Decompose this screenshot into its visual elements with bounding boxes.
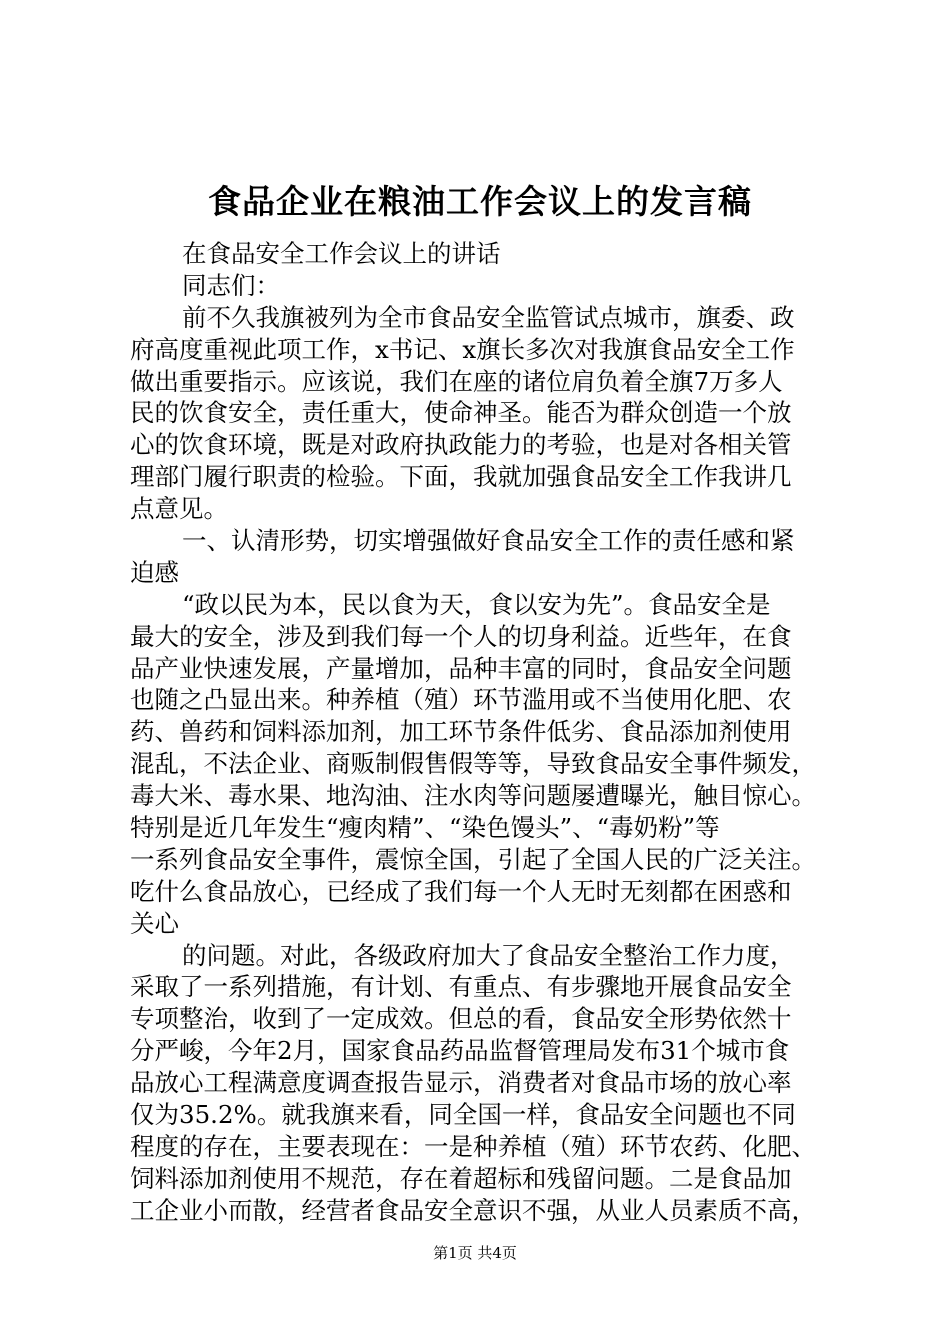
text-line: 民的饮食安全，责任重大，使命神圣。能否为群众创造一个放 (130, 398, 792, 428)
text-line: 关心 (130, 908, 179, 938)
text-line: 同志们： (182, 270, 280, 300)
text-line: 的问题。对此，各级政府加大了食品安全整治工作力度， (182, 940, 795, 970)
text-line: 理部门履行职责的检验。下面，我就加强食品安全工作我讲几 (130, 462, 792, 492)
text-line: 最大的安全，涉及到我们每一个人的切身利益。近些年，在食 (130, 621, 792, 651)
text-line: 品放心工程满意度调查报告显示，消费者对食品市场的放心率 (130, 1068, 792, 1098)
document-title: 食品企业在粮油工作会议上的发言稿 (208, 182, 752, 221)
section-heading: 一、认清形势，切实增强做好食品安全工作的责任感和紧 (182, 526, 795, 556)
text-line: 特别是近几年发生“瘦肉精”、“染色馒头”、“毒奶粉”等 (130, 813, 720, 843)
text-line: 府高度重视此项工作，x书记、x旗长多次对我旗食品安全工作 (130, 334, 795, 364)
text-line: 做出重要指示。应该说，我们在座的诸位肩负着全旗7万多人 (130, 366, 783, 396)
text-line: 分严峻，今年2月，国家食品药品监督管理局发布31个城市食 (130, 1036, 790, 1066)
text-line: 毒大米、毒水果、地沟油、注水肉等问题屡遭曝光，触目惊心。 (130, 781, 816, 811)
section-heading: 迫感 (130, 557, 179, 587)
text-line: 混乱，不法企业、商贩制假售假等等，导致食品安全事件频发， (130, 749, 816, 779)
document-body (130, 238, 832, 1227)
text-line: 前不久我旗被列为全市食品安全监管试点城市，旗委、政 (182, 302, 795, 332)
text-line: 程度的存在，主要表现在：一是种养植（殖）环节农药、化肥、 (130, 1131, 816, 1161)
text-line: 专项整治，收到了一定成效。但总的看，食品安全形势依然十 (130, 1004, 792, 1034)
text-line: 工企业小而散，经营者食品安全意识不强，从业人员素质不高， (130, 1195, 816, 1225)
text-line: 在食品安全工作会议上的讲话 (182, 239, 501, 268)
text-line: 采取了一系列措施，有计划、有重点、有步骤地开展食品安全 (130, 972, 792, 1002)
text-line: 吃什么食品放心，已经成了我们每一个人无时无刻都在困惑和 (130, 876, 792, 906)
page-number-footer: 第1页 共4页 (433, 1244, 517, 1262)
text-line: 饲料添加剂使用不规范，存在着超标和残留问题。二是食品加 (130, 1163, 792, 1193)
text-line: “政以民为本，民以食为天，食以安为先”。食品安全是 (182, 589, 771, 619)
text-line: 心的饮食环境，既是对政府执政能力的考验，也是对各相关管 (130, 430, 792, 460)
text-line: 仅为35.2%。就我旗来看，同全国一样，食品安全问题也不同 (130, 1100, 796, 1130)
text-line: 点意见。 (130, 494, 228, 524)
text-line: 也随之凸显出来。种养植（殖）环节滥用或不当使用化肥、农 (130, 685, 792, 715)
text-line: 品产业快速发展，产量增加，品种丰富的同时，食品安全问题 (130, 653, 792, 683)
text-line: 药、兽药和饲料添加剂，加工环节条件低劣、食品添加剂使用 (130, 717, 792, 747)
text-line: 一系列食品安全事件，震惊全国，引起了全国人民的广泛关注。 (130, 844, 816, 874)
